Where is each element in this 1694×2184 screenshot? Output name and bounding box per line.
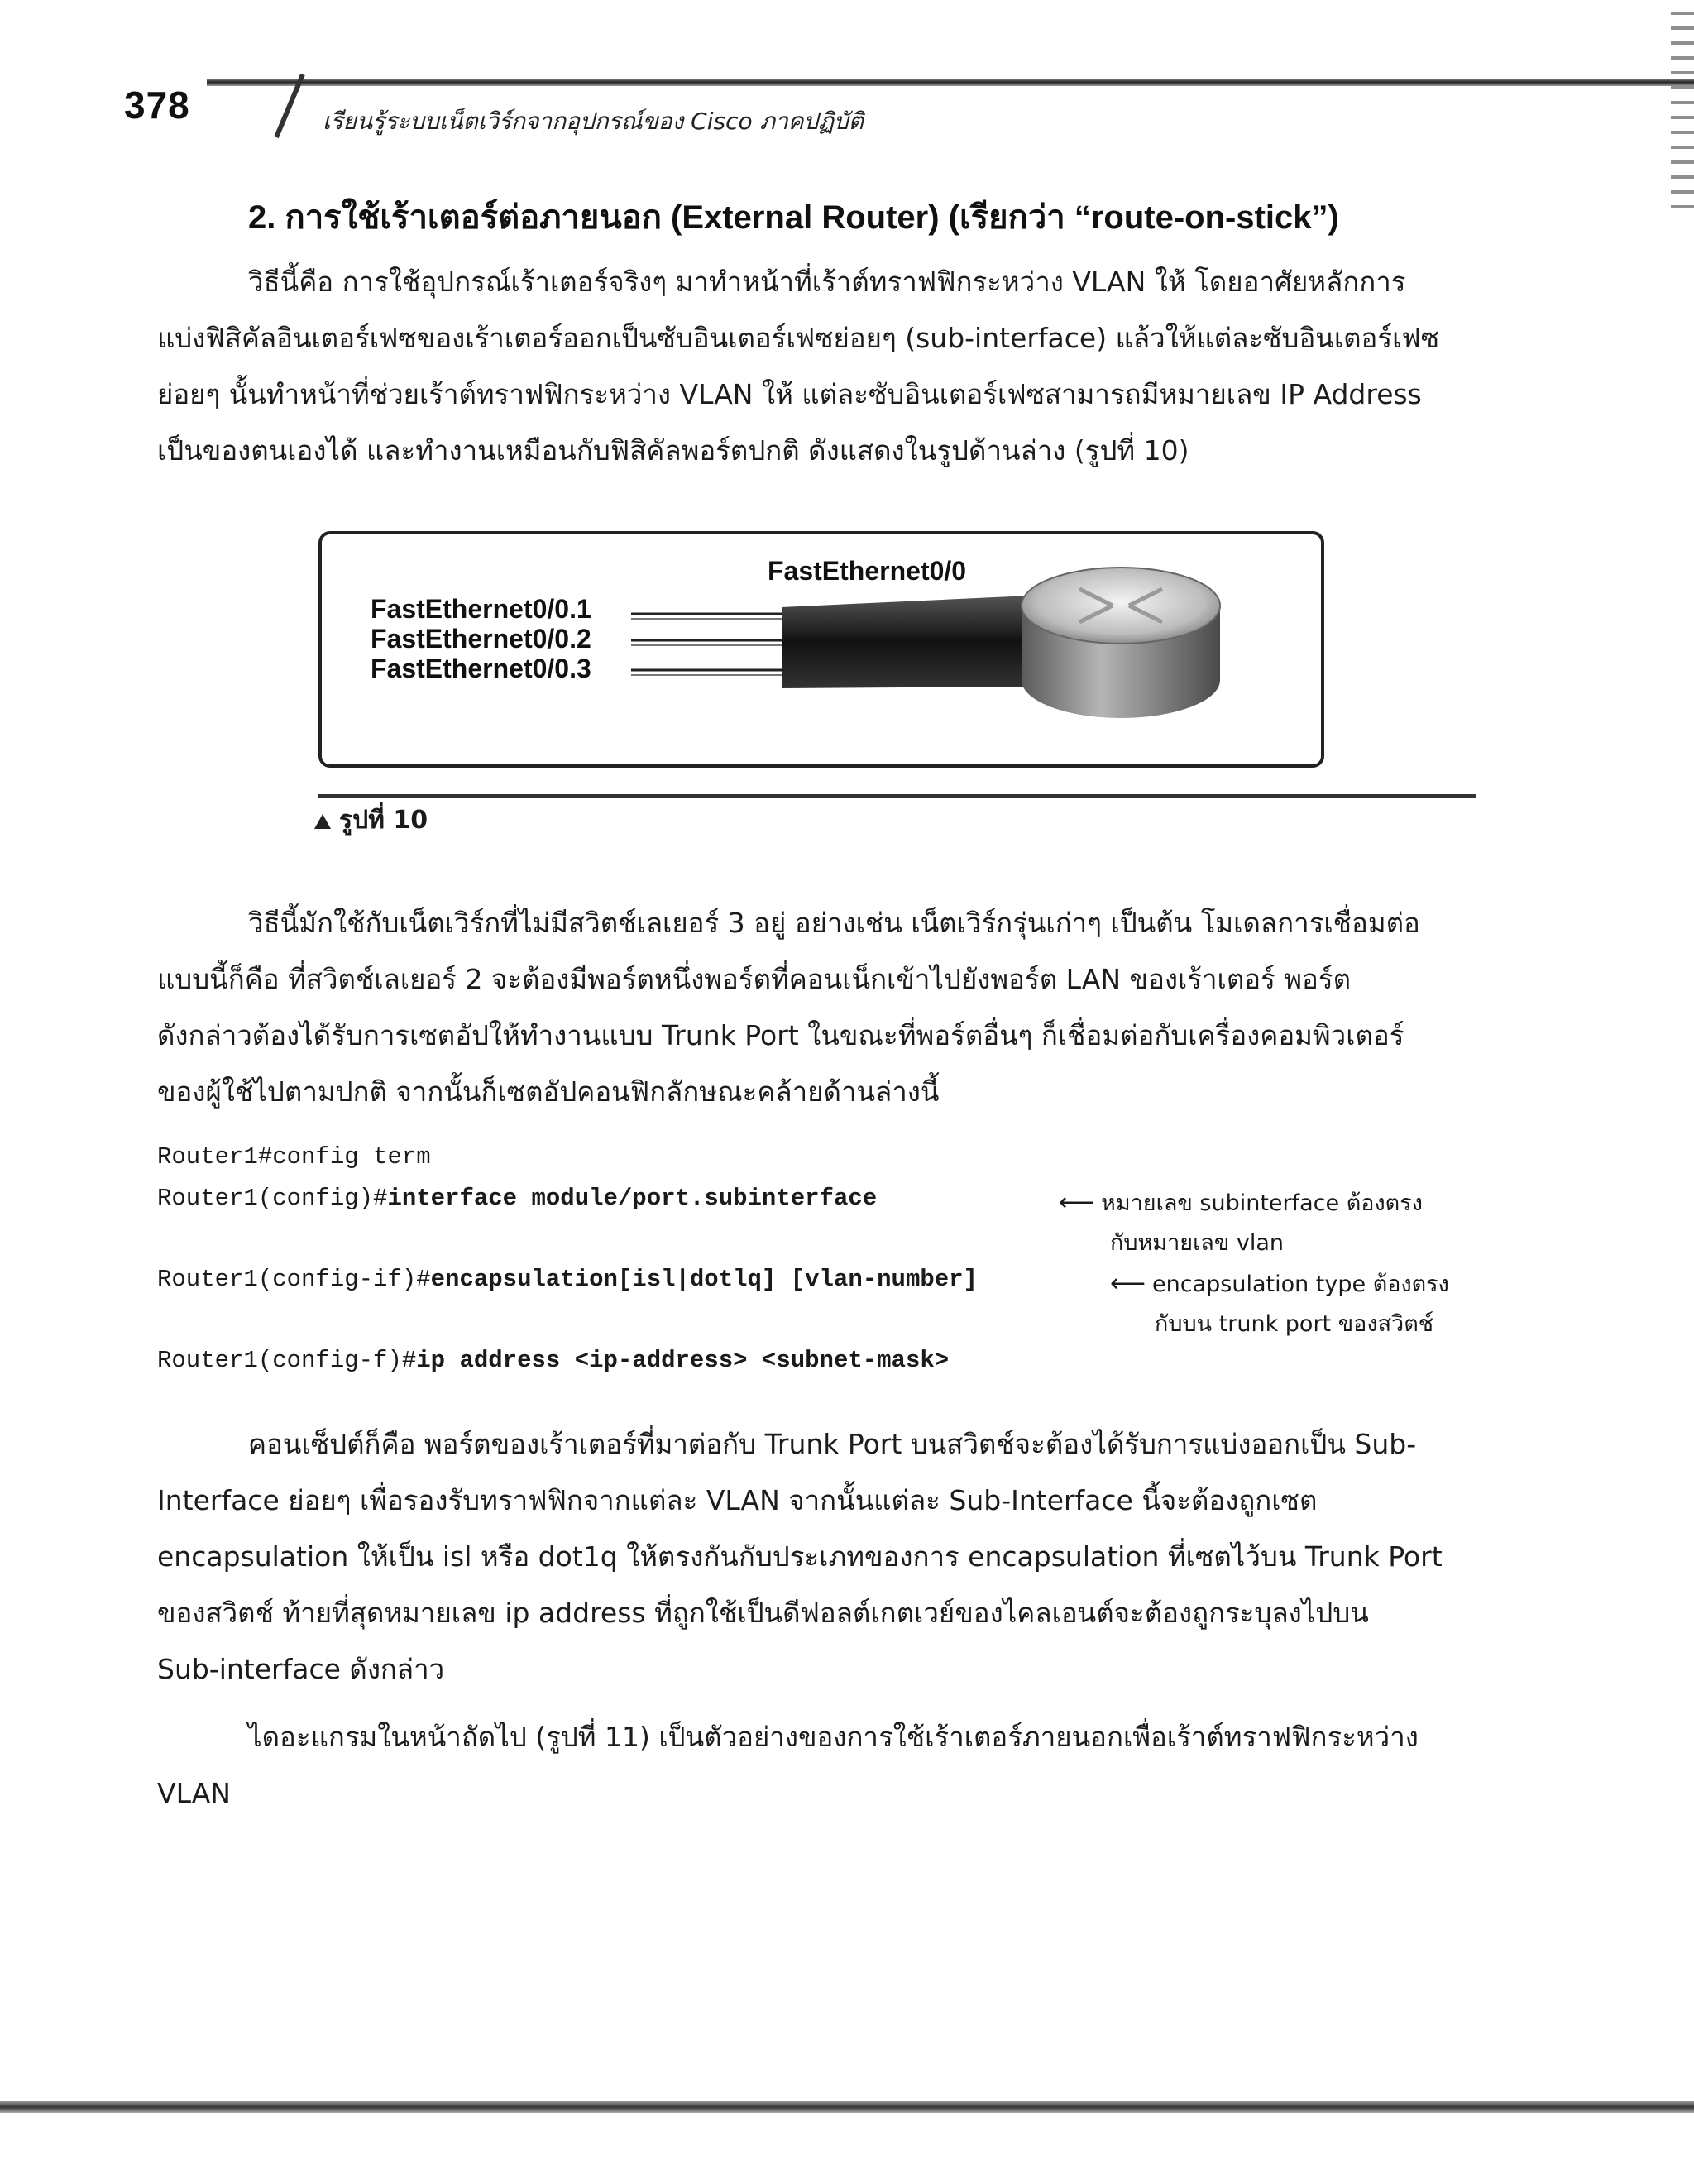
paragraph-3 [157, 1416, 1476, 1698]
paragraph-2 [157, 895, 1476, 1120]
label-fastethernet-0-0: FastEthernet0/0 [768, 556, 967, 586]
code-note-1-continued: กับหมายเลข vlan [1110, 1230, 1285, 1256]
router-top [1022, 568, 1220, 644]
section-heading: 2. การใช้เร้าเตอร์ต่อภายนอก (External Router) (เรียกว่า “route-on-stick”) [248, 199, 1339, 236]
paragraph-1 [157, 254, 1476, 479]
header-slash-decoration [273, 73, 306, 139]
paragraph-line: แบบนี้ก็คือ ที่สวิตช์เลเยอร์ 2 จะต้องมีพอร์ตหนึ่งพอร์ตที่คอนเน็กเข้าไปยังพอร์ต LAN ของเร้าเตอร์ พอร์ต [157, 963, 1352, 995]
paragraph-line: Sub-interface ดังกล่าว [157, 1653, 445, 1685]
code-line-1: Router1#config term [157, 1143, 431, 1171]
paragraph-line: วิธีนี้มักใช้กับเน็ตเวิร์กที่ไม่มีสวิตช์เลเยอร์ 3 อยู่ อย่างเช่น เน็ตเวิร์กรุ่นเก่าๆ เป็นต้น โมเดลการเชื่อมต่อ [248, 907, 1420, 939]
paragraph-line: ของสวิตช์ ท้ายที่สุดหมายเลข ip address ที่ถูกใช้เป็นดีฟอลต์เกตเวย์ของไคลเอนต์จะต้องถูกระบุลงไปบน [157, 1597, 1369, 1629]
label-subinterface-2: FastEthernet0/0.2 [371, 624, 591, 654]
paragraph-line: ย่อยๆ นั้นทำหน้าที่ช่วยเร้าต์ทราฟฟิกระหว่าง VLAN ให้ แต่ละซับอินเตอร์เฟซสามารถมีหมายเลข IP Address [157, 378, 1422, 410]
page-number: 378 [124, 84, 190, 127]
paragraph-line: ไดอะแกรมในหน้าถัดไป (รูปที่ 11) เป็นตัวอย่างของการใช้เร้าเตอร์ภายนอกเพื่อเร้าต์ทราฟฟิกระหว่าง [248, 1721, 1419, 1753]
label-subinterface-3: FastEthernet0/0.3 [371, 654, 591, 683]
arrow-left-icon: ⟵ [1110, 1269, 1146, 1298]
header-rule [207, 79, 1694, 86]
paragraph-line: encapsulation ให้เป็น isl หรือ dot1q ให้ตรงกันกับประเภทของการ encapsulation ที่เซตไว้บน Trunk Port [157, 1540, 1443, 1573]
footer-rule [0, 2101, 1694, 2113]
paragraph-line: VLAN [157, 1777, 231, 1809]
figure-caption: รูปที่ 10 [314, 801, 428, 840]
physical-cable [782, 596, 1030, 688]
code-note-2: ⟵ encapsulation type ต้องตรง [1110, 1269, 1449, 1298]
paragraph-line: แบ่งฟิสิคัลอินเตอร์เฟซของเร้าเตอร์ออกเป็นซับอินเตอร์เฟซย่อยๆ (sub-interface) แล้วให้แต่ละซับอินเตอร์เฟซ [157, 322, 1440, 354]
code-note-2-continued: กับบน trunk port ของสวิตช์ [1155, 1311, 1434, 1337]
paragraph-line: ดังกล่าวต้องได้รับการเซตอัปให้ทำงานแบบ Trunk Port ในขณะที่พอร์ตอื่นๆ ก็เชื่อมต่อกับเครื่องคอมพิวเตอร์ [157, 1019, 1404, 1051]
code-line-4: Router1(config-f)#ip address <ip-address> <subnet-mask> [157, 1347, 950, 1374]
subinterface-labels [371, 594, 591, 683]
figure-rule [318, 794, 1476, 798]
code-note-1: ⟵ หมายเลข subinterface ต้องตรง [1059, 1188, 1423, 1217]
paragraph-line: ของผู้ใช้ไปตามปกติ จากนั้นก็เซตอัปคอนฟิกลักษณะคล้ายด้านล่างนี้ [157, 1075, 940, 1108]
code-line-2: Router1(config)#interface module/port.subinterface [157, 1185, 878, 1212]
code-line-3: Router1(config-if)#encapsulation[isl|dotlq] [vlan-number] [157, 1266, 978, 1293]
paragraph-line: คอนเซ็ปต์ก็คือ พอร์ตของเร้าเตอร์ที่มาต่อกับ Trunk Port บนสวิตช์จะต้องได้รับการแบ่งออกเป็น Sub- [248, 1428, 1417, 1460]
scan-edge-artifact [1671, 0, 1694, 215]
paragraph-line: Interface ย่อยๆ เพื่อรองรับทราฟฟิกจากแต่ละ VLAN จากนั้นแต่ละ Sub-Interface นี้จะต้องถูกเซต [157, 1484, 1318, 1516]
triangle-icon [314, 814, 331, 829]
arrow-left-icon: ⟵ [1059, 1188, 1095, 1217]
paragraph-4 [157, 1709, 1476, 1822]
paragraph-line: เป็นของตนเองได้ และทำงานเหมือนกับฟิสิคัลพอร์ตปกติ ดังแสดงในรูปด้านล่าง (รูปที่ 10) [157, 434, 1189, 467]
paragraph-line: วิธีนี้คือ การใช้อุปกรณ์เร้าเตอร์จริงๆ มาทำหน้าที่เร้าต์ทราฟฟิกระหว่าง VLAN ให้ โดยอาศัยหลักการ [248, 266, 1406, 298]
label-subinterface-1: FastEthernet0/0.1 [371, 594, 591, 624]
running-header-title: เรียนรู้ระบบเน็ตเวิร์กจากอุปกรณ์ของ Cisco ภาคปฏิบัติ [323, 108, 864, 135]
